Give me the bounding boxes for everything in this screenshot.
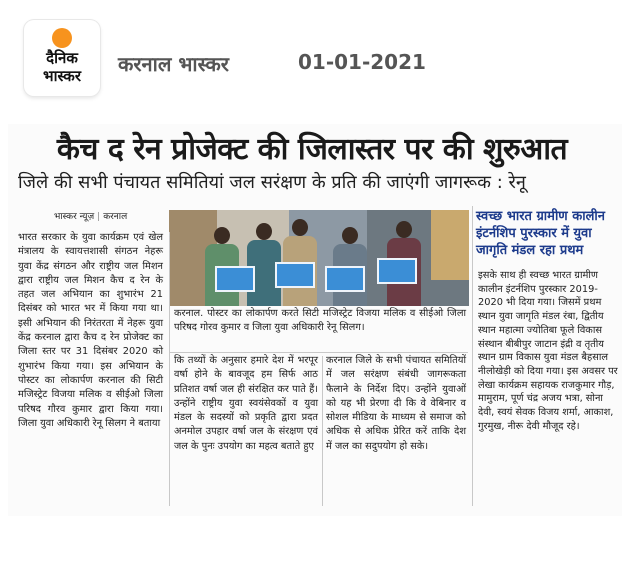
byline-separator: | <box>97 212 101 222</box>
logo-sun-icon <box>52 28 72 48</box>
column-divider <box>169 232 170 506</box>
campaign-poster <box>275 262 315 288</box>
edition-name: करनाल भास्कर <box>118 52 229 76</box>
column-divider <box>472 206 473 506</box>
logo-text-line1: दैनिक <box>46 49 78 67</box>
byline-city: करनाल <box>103 212 128 222</box>
publication-date: 01-01-2021 <box>298 50 426 74</box>
article-column-2: कि तथ्यों के अनुसार हमारे देश में भरपूर वर्षा होने के बावजूद हम सिर्फ आठ प्रतिशत वर्षा जल ही संरक्षित कर पाते हैं। उन्होंने राष्ट्रीय युवा स्वयंसेवकों व युवा मंडल के सदस्यों को प्रकृति द्वारा प्रदत अनमोल उपहार वर्षा जल के संरक्षण एवं जल के पुनः उपयोग का महत्व बताते हुए <box>174 355 318 452</box>
campaign-poster <box>215 266 255 292</box>
article-photo <box>169 210 469 306</box>
column-divider <box>322 356 323 506</box>
article-column-1: भारत सरकार के युवा कार्यक्रम एवं खेल मंत्रालय के स्वायत्तशासी संगठन नेहरू युवा केंद्र संगठन और राष्ट्रीय जल मिशन द्वारा राष्ट्रीय जल मिशन कैच द रेन के तहत जल अभियान का शुभारंभ 21 दिसंबर को भारत भर में किया गया था। इसी अभियान की निरंतरता में नेहरू युवा केंद्र करनाल द्वारा कैच द रेन प्रोजेक्ट का जिला स्तर पर 31 दिसंबर 2020 को शुभारंभ किया गया। इस अभियान के पोस्टर का लोकार्पण करनाल की सिटी मजिस्ट्रेट विजया मलिक व सीईओ जिला परिषद गौरव कुमार द्वारा किया गया। जिला युवा अधिकारी रेनू सिलग ने बताया <box>18 232 163 429</box>
byline-source: भास्कर न्यूज़ <box>54 212 95 222</box>
campaign-poster <box>325 266 365 292</box>
article-column-3: करनाल जिले के सभी पंचायत समितियों में जल सरंक्षण संबंधी जागरूकता फैलाने के निर्देश दिए। उन्होंने युवाओं को यह भी प्रेरणा दी कि वे वेबिनार व सोशल मीडिया के माध्यम से समाज को अधिक से अधिक प्रेरित करें ताकि देश में जल का सदुपयोग हो सके। <box>326 355 466 452</box>
article-byline <box>54 209 127 222</box>
photo-banner <box>431 210 469 280</box>
side-story-text: इसके साथ ही स्वच्छ भारत ग्रामीण कालीन इंटर्नशिप पुरस्कार 2019-2020 भी दिया गया। जिसमें प्रथम स्थान युवा जागृति मंडल रंबा, द्वितीय स्थान महात्मा ज्योतिबा फूले विकास संस्थान बीबीपुर जाटान इंद्री व तृतीय स्थान ग्राम विकास युवा मंडल बैहसाल नीलोखेड़ी को दिया गया। इस अवसर पर लेखा कार्यक्रम सहायक राजकुमार गौड़, मामुराम, पूर्ण चंद्र अजय भत्रा, सोना देवी, स्वयं सेवक विजय शर्मा, आकाश, गुरमुख, नीरू देवी मौजूद रहे। <box>478 270 618 432</box>
logo-text-line2: भास्कर <box>43 67 81 85</box>
campaign-poster <box>377 258 417 284</box>
article-subheadline: जिले की सभी पंचायत समितियां जल सरंक्षण के प्रति की जाएंगी जागरूक : रेनू <box>18 172 526 193</box>
dainik-bhaskar-logo <box>24 20 100 96</box>
article-headline: कैच द रेन प्रोजेक्ट की जिलास्तर पर की शुरुआत <box>56 132 568 167</box>
photo-caption: करनाल. पोस्टर का लोकार्पण करते सिटी मजिस्ट्रेट विजया मलिक व सीईओ जिला परिषद गोरव कुमार व जिला युवा अधिकारी रेनू सिलग। <box>174 308 466 333</box>
side-story-headline: स्वच्छ भारत ग्रामीण कालीन इंटर्नशिप पुरस्कार में युवा जागृति मंडल रहा प्रथम <box>476 209 605 258</box>
divider <box>170 352 468 353</box>
